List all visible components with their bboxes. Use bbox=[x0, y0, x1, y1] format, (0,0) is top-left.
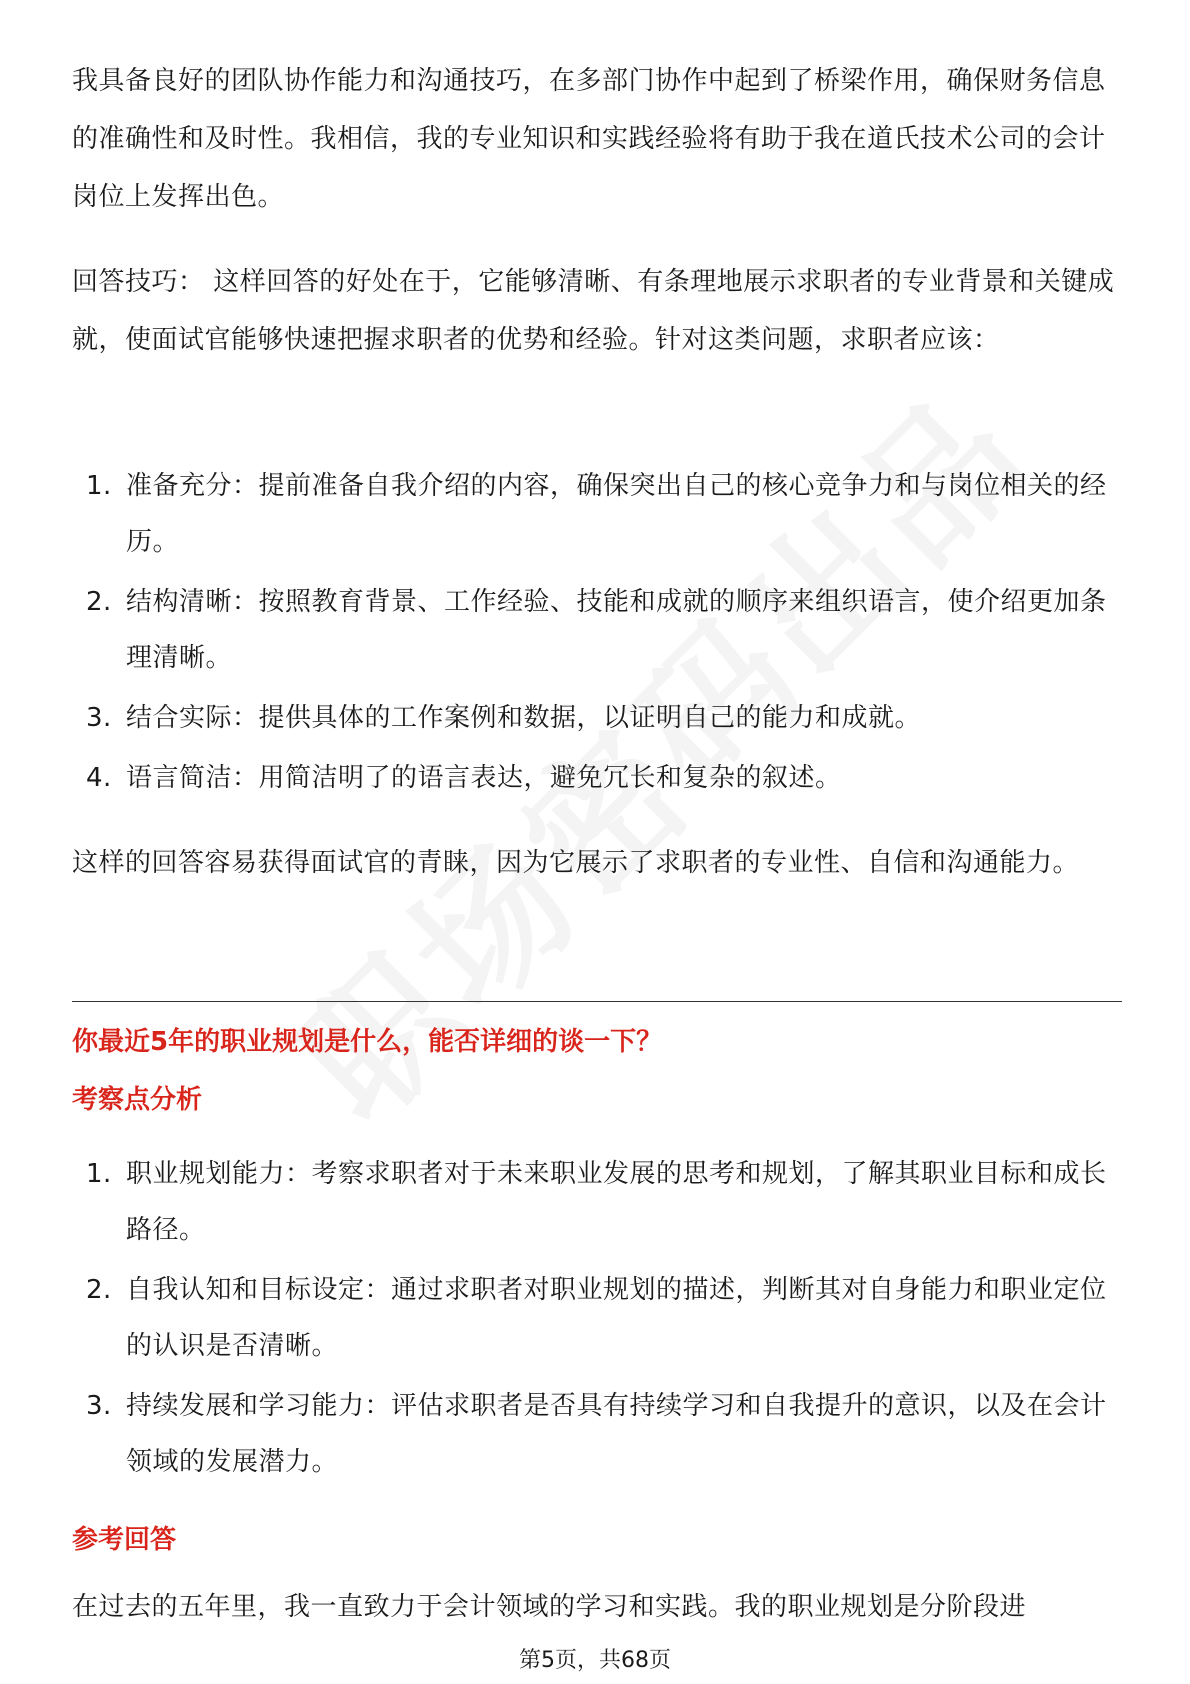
list-item: 1. 职业规划能力：考察求职者对于未来职业发展的思考和规划，了解其职业目标和成长路径。 bbox=[86, 1159, 1107, 1245]
question-title: 你最近5年的职业规划是什么，能否详细的谈一下？ bbox=[72, 1027, 663, 1057]
page-footer: 第5页，共68页 bbox=[519, 1648, 671, 1673]
analysis-list bbox=[72, 1146, 1122, 1494]
list-item: 2. 自我认知和目标设定：通过求职者对职业规划的描述，判断其对自身能力和职业定位的认识是否清晰。 bbox=[86, 1275, 1107, 1361]
tips-list bbox=[72, 458, 1122, 810]
list-item: 3. 持续发展和学习能力：评估求职者是否具有持续学习和自我提升的意识，以及在会计领域的发展潜力。 bbox=[86, 1391, 1107, 1477]
reference-answer-heading: 参考回答 bbox=[72, 1525, 177, 1555]
paragraph-reference-answer: 在过去的五年里，我一直致力于会计领域的学习和实践。我的职业规划是分阶段进 bbox=[72, 1592, 1027, 1622]
list-item: 3. 结合实际：提供具体的工作案例和数据，以证明自己的能力和成就。 bbox=[86, 703, 922, 733]
analysis-heading: 考察点分析 bbox=[72, 1085, 203, 1115]
section-divider bbox=[72, 1001, 1122, 1002]
paragraph-answer-tips: 回答技巧： 这样回答的好处在于，它能够清晰、有条理地展示求职者的专业背景和关键成就，使面试官能够快速把握求职者的优势和经验。针对这类问题，求职者应该： bbox=[72, 267, 1115, 355]
list-item: 1. 准备充分：提前准备自我介绍的内容，确保突出自己的核心竞争力和与岗位相关的经历。 bbox=[86, 471, 1107, 557]
list-item: 2. 结构清晰：按照教育背景、工作经验、技能和成就的顺序来组织语言，使介绍更加条理清晰。 bbox=[86, 587, 1107, 673]
paragraph-conclusion: 这样的回答容易获得面试官的青睐，因为它展示了求职者的专业性、自信和沟通能力。 bbox=[72, 848, 1080, 878]
list-item: 4. 语言简洁：用简洁明了的语言表达，避免冗长和复杂的叙述。 bbox=[86, 763, 842, 793]
paragraph-teamwork: 我具备良好的团队协作能力和沟通技巧，在多部门协作中起到了桥梁作用，确保财务信息的准确性和及时性。我相信，我的专业知识和实践经验将有助于我在道氏技术公司的会计岗位上发挥出色。 bbox=[72, 66, 1106, 212]
